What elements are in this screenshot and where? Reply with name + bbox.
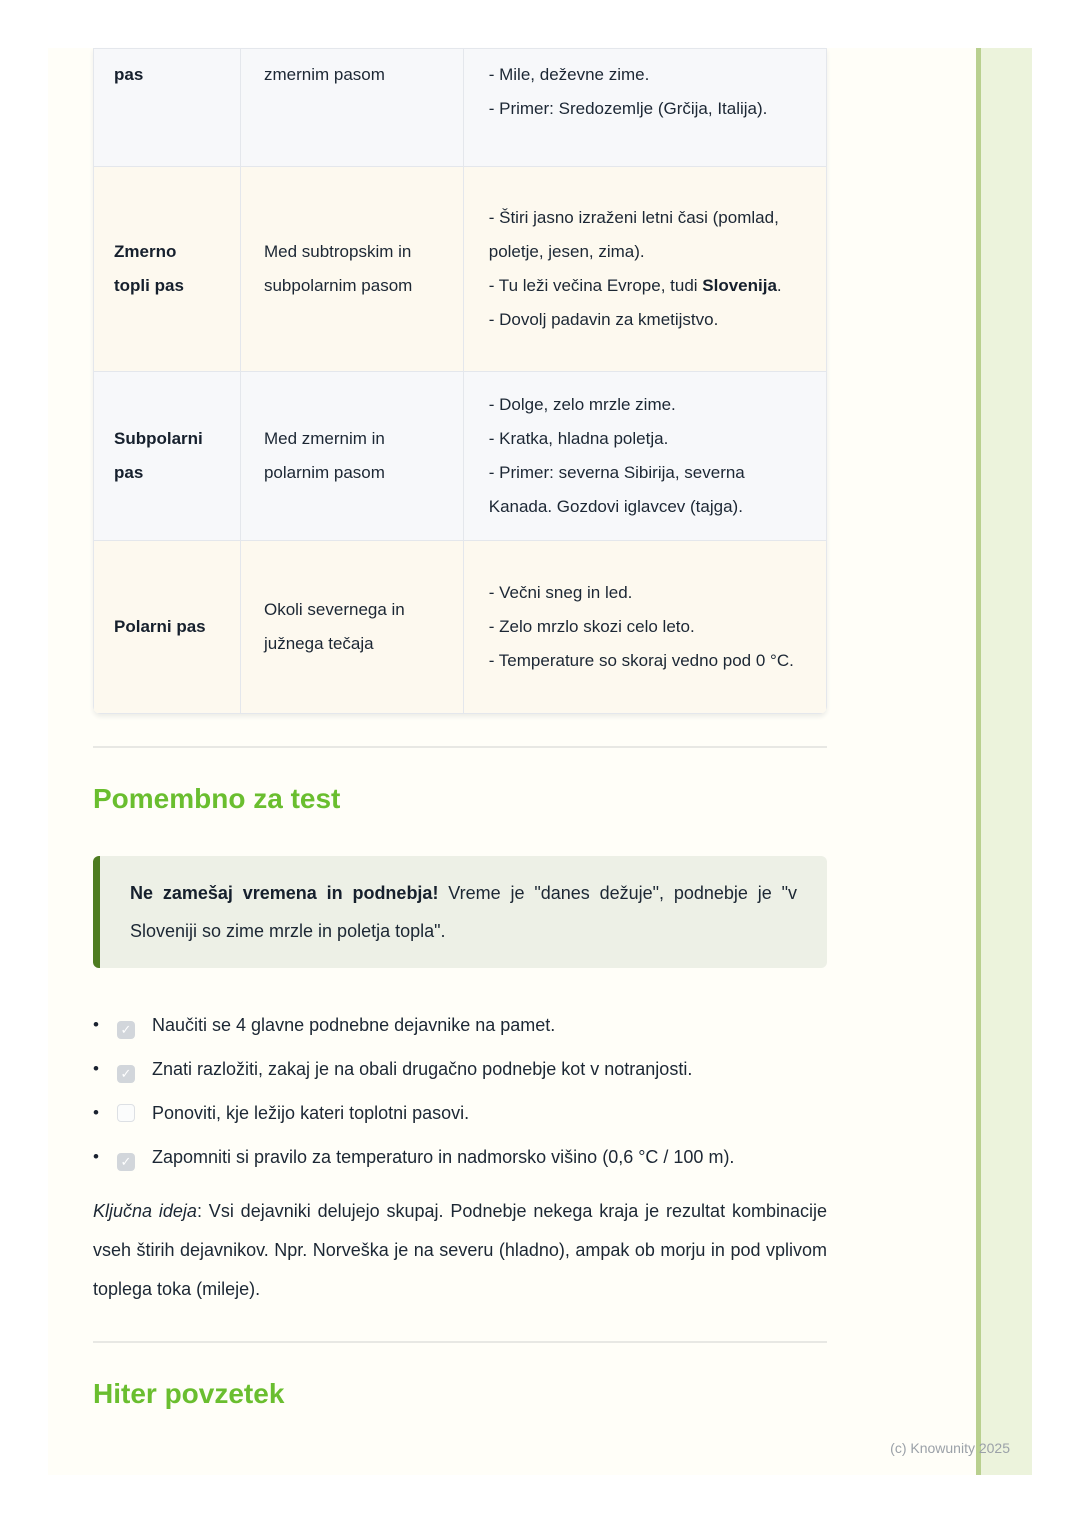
feature-line: - Mile, deževne zime. xyxy=(488,65,650,84)
key-idea-lead: Ključna ideja xyxy=(93,1201,197,1221)
location-cell: Med subtropskim in subpolarnim pasom xyxy=(240,167,463,372)
feature-line: - Dovolj padavin za kmetijstvo. xyxy=(488,310,719,329)
table-row xyxy=(94,49,827,167)
section-divider xyxy=(93,1341,827,1343)
checklist-item-label: Znati razložiti, zakaj je na obali drugačno podnebje kot v notranjosti. xyxy=(152,1059,693,1079)
feature-line: - Štiri jasno izraženi letni časi (pomlad, poletje, jesen, zima). xyxy=(488,208,779,261)
climate-zones-table-wrap xyxy=(93,48,827,714)
copyright-footer: (c) Knowunity 2025 xyxy=(890,1440,1010,1456)
bullet-icon: • xyxy=(93,1147,99,1166)
bullet-icon: • xyxy=(93,1103,99,1122)
bullet-icon: • xyxy=(93,1059,99,1078)
features-cell xyxy=(463,49,826,167)
checklist xyxy=(93,1008,827,1174)
section-heading-summary: Hiter povzetek xyxy=(93,1378,285,1409)
page-content xyxy=(93,48,827,1411)
page-accent-strip xyxy=(976,48,1032,1475)
feature-line: - Večni sneg in led. xyxy=(488,583,633,602)
key-idea-paragraph xyxy=(93,1192,827,1309)
checklist-item xyxy=(93,1052,827,1086)
callout-body-text: Vreme je "danes dežuje", podnebje je "v Sloveniji so zime mrzle in poletja topla". xyxy=(130,883,798,941)
feature-line: - Tu leži večina Evrope, tudi Slovenija. xyxy=(488,276,782,295)
location-cell: Okoli severnega in južnega tečaja xyxy=(240,541,463,714)
section-divider xyxy=(93,746,827,748)
climate-zones-table-body xyxy=(94,49,827,714)
document-page xyxy=(48,48,1032,1475)
callout-lead-text: Ne zamešaj vremena in podnebja! xyxy=(130,883,439,903)
feature-line: - Zelo mrzlo skozi celo leto. xyxy=(488,617,695,636)
checklist-item-label: Ponoviti, kje ležijo kateri toplotni pasovi. xyxy=(152,1103,470,1123)
checkbox-checked-icon[interactable]: ✓ xyxy=(117,1021,135,1039)
key-idea-text: : Vsi dejavniki delujejo skupaj. Podnebje nekega kraja je rezultat kombinacije vseh štirih dejavnikov. Npr. Norveška je na severu (hladno), ampak ob morju in pod vplivom toplega toka (mileje). xyxy=(93,1201,827,1299)
checklist-item-content xyxy=(117,1096,827,1130)
location-cell: zmernim pasom xyxy=(240,49,463,167)
feature-line: - Dolge, zelo mrzle zime. xyxy=(488,395,676,414)
feature-line: - Temperature so skoraj vedno pod 0 °C. xyxy=(488,651,794,670)
checkbox-checked-icon[interactable]: ✓ xyxy=(117,1065,135,1083)
bullet-icon: • xyxy=(93,1015,99,1034)
feature-line: - Kratka, hladna poletja. xyxy=(488,429,669,448)
checklist-item-label: Zapomniti si pravilo za temperaturo in nadmorsko višino (0,6 °C / 100 m). xyxy=(152,1147,735,1167)
checkbox-checked-icon[interactable]: ✓ xyxy=(117,1153,135,1171)
checklist-item-content xyxy=(117,1140,827,1174)
warning-callout xyxy=(93,856,827,968)
zone-cell: Zmerno topli pas xyxy=(94,167,241,372)
features-cell xyxy=(463,167,826,372)
features-cell xyxy=(463,372,826,541)
checkbox-unchecked-icon[interactable] xyxy=(117,1104,135,1122)
zone-cell: pas xyxy=(94,49,241,167)
table-row xyxy=(94,541,827,714)
checklist-item xyxy=(93,1140,827,1174)
location-cell: Med zmernim in polarnim pasom xyxy=(240,372,463,541)
checklist-item xyxy=(93,1008,827,1042)
feature-line: - Primer: severna Sibirija, severna Kanada. Gozdovi iglavcev (tajga). xyxy=(488,463,745,516)
table-row xyxy=(94,372,827,541)
table-row xyxy=(94,167,827,372)
zone-cell: Polarni pas xyxy=(94,541,241,714)
checklist-item-content xyxy=(117,1052,827,1086)
checklist-item xyxy=(93,1096,827,1130)
feature-line: - Primer: Sredozemlje (Grčija, Italija). xyxy=(488,99,768,118)
zone-cell: Subpolarni pas xyxy=(94,372,241,541)
checklist-item-label: Naučiti se 4 glavne podnebne dejavnike na pamet. xyxy=(152,1015,556,1035)
climate-zones-table xyxy=(93,48,827,714)
section-heading-important: Pomembno za test xyxy=(93,783,341,814)
features-cell xyxy=(463,541,826,714)
checklist-item-content xyxy=(117,1008,827,1042)
